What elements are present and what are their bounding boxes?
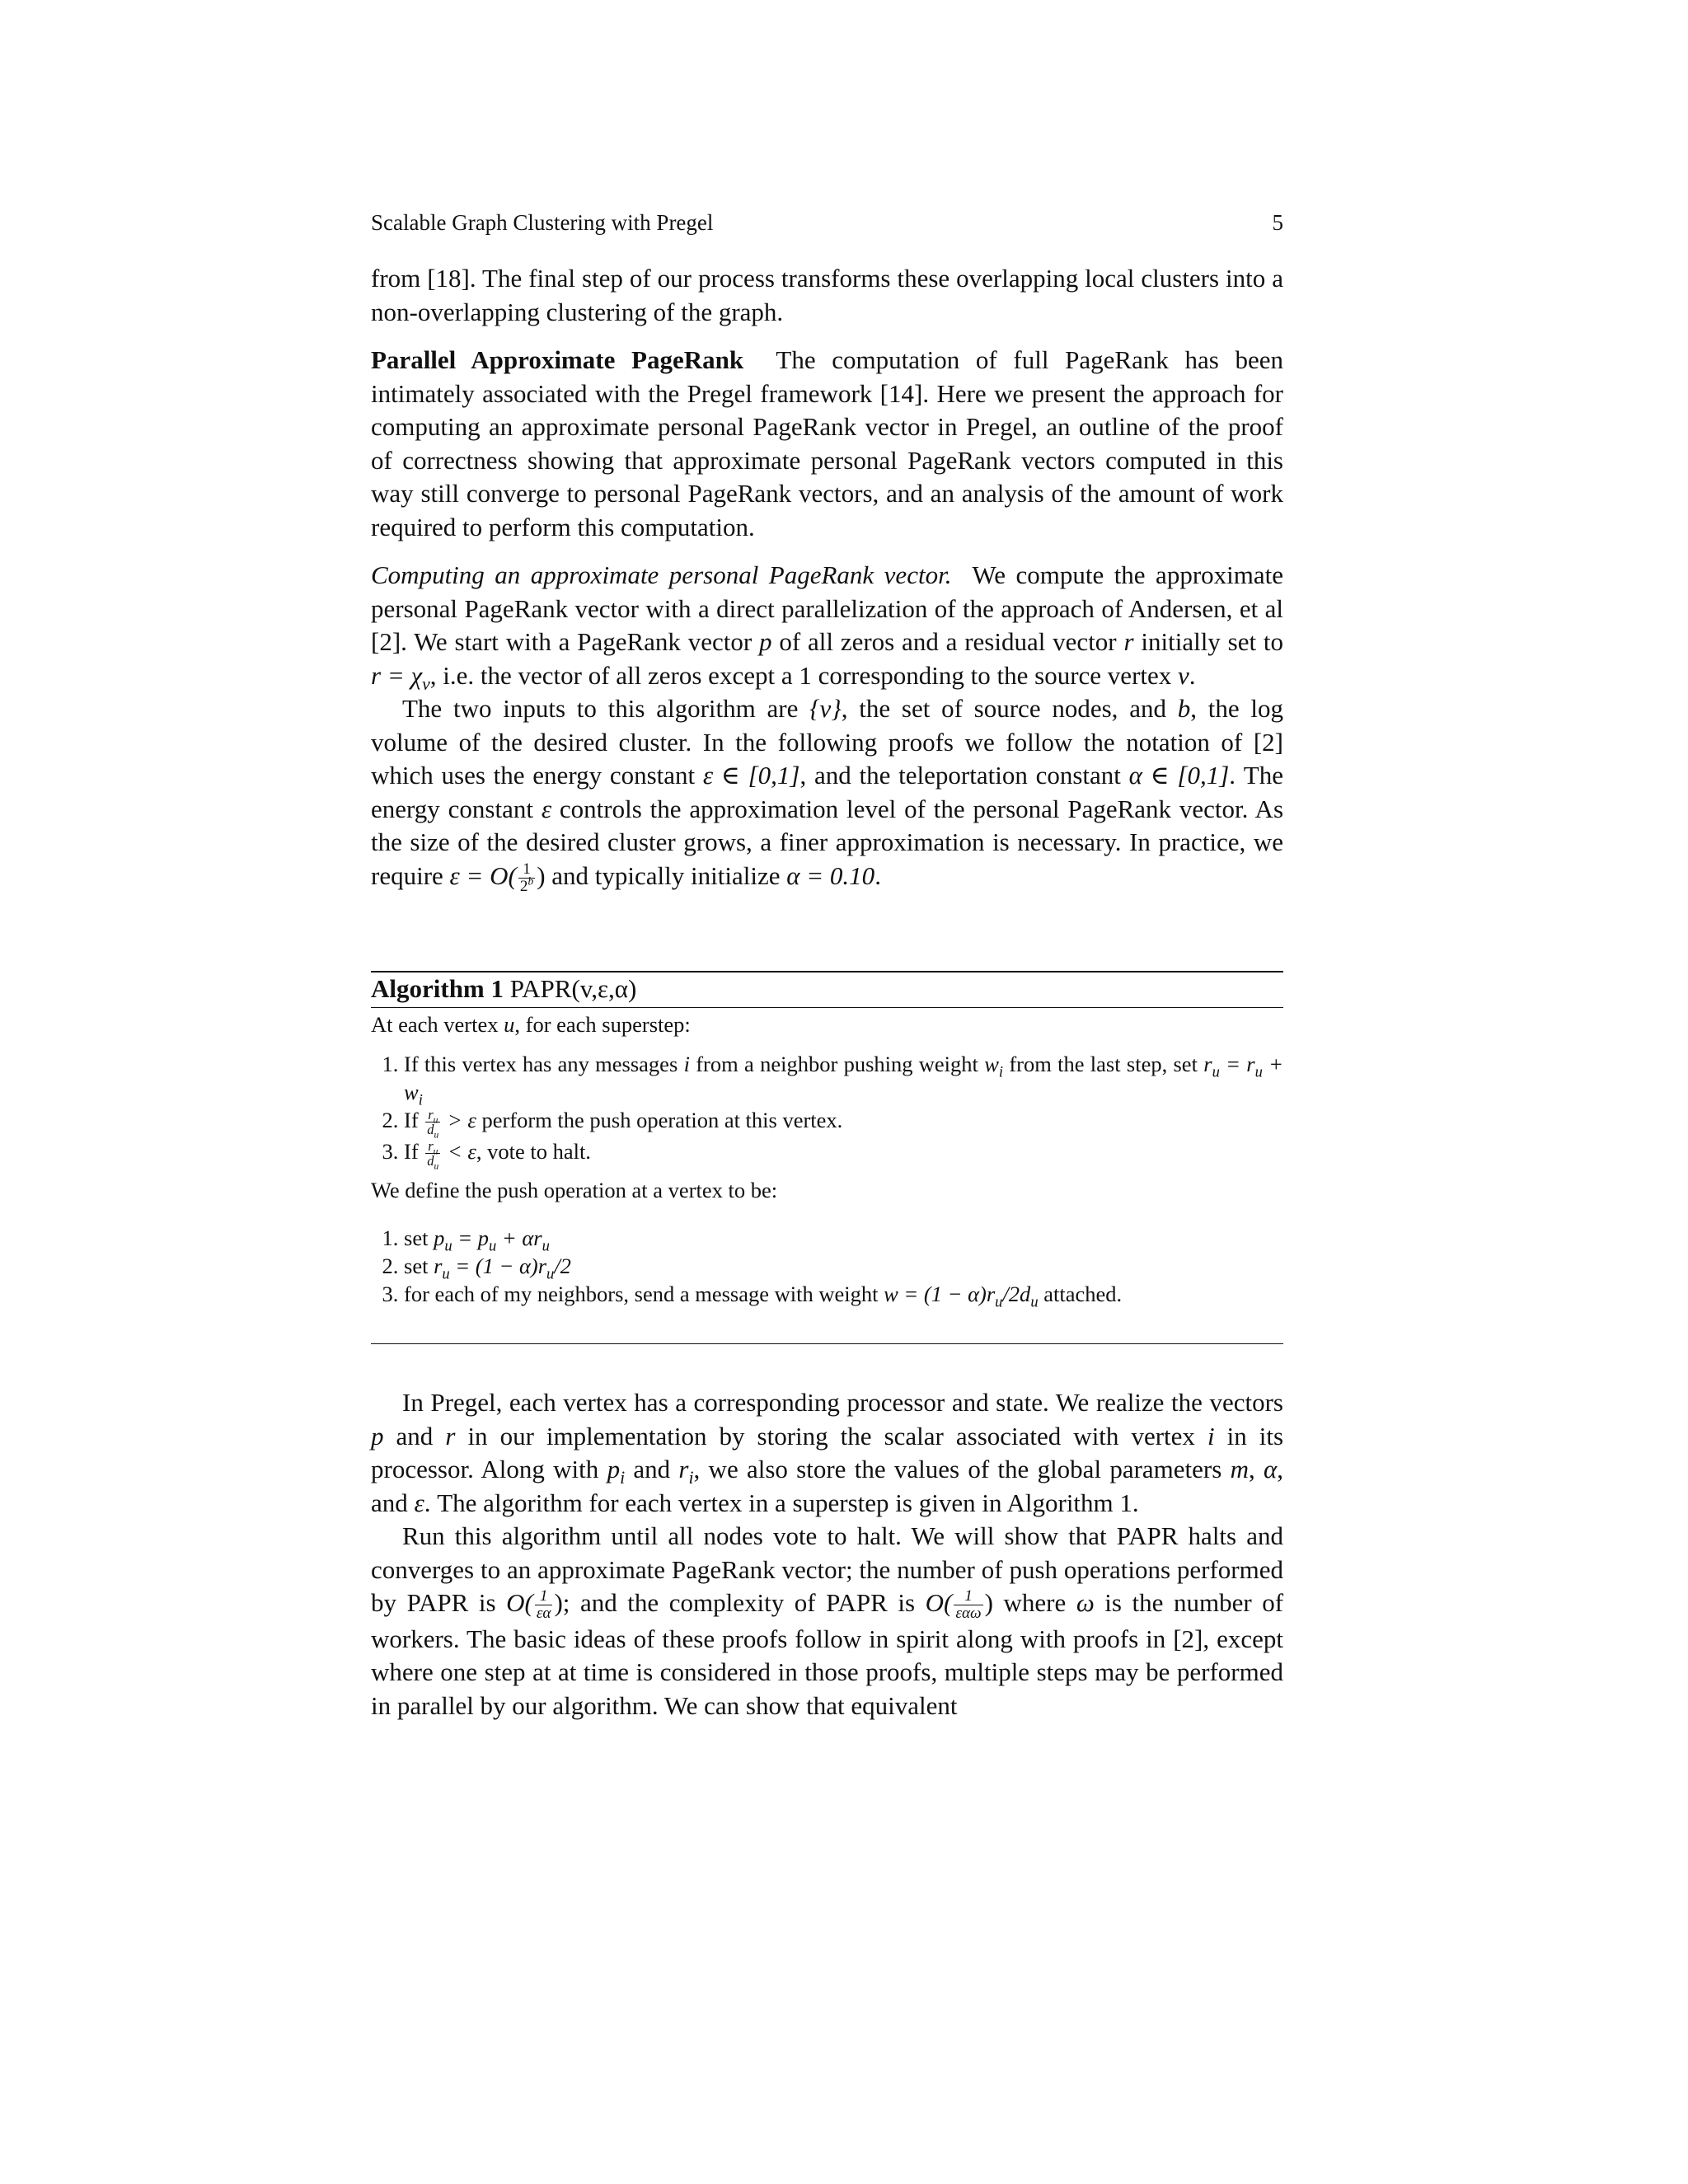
- inputs-paragraph: The two inputs to this algorithm are {v}, the set of source nodes, and b, the log volume of the desired cluster. In the following proofs we follow the notation of [2] which uses the energy constant ε ∈ [0,1], and the teleportation constant α ∈ [0,1]. The energy constant ε controls the approximation level of the personal PageRank vector. As the size of the desired cluster grows, a finer approximation is necessary. In practice, we require ε = O( $\frac{1}{2^b}$ ) and typically initialize α = 0.10.: [371, 694, 1284, 895]
- algorithm-name: PAPR(v,ε,α): [509, 974, 637, 1003]
- papr-paragraph: [371, 344, 1283, 544]
- algorithm-intro: At each vertex u, for each superstep:: [371, 1012, 691, 1037]
- algorithm-title-rule: [371, 1007, 1283, 1008]
- computing-heading: Computing an approximate personal PageRank vector.: [371, 560, 952, 589]
- intro-paragraph: from [18]. The final step of our process transforms these overlapping local clusters into a non-overlapping clustering of the graph.: [371, 264, 1283, 326]
- algorithm-steps: [371, 1050, 1284, 1172]
- running-header: [371, 208, 1283, 237]
- fraction-one-over-two-b: $\frac{1}{2^b}$: [519, 860, 534, 895]
- algorithm-step-1: 1. If this vertex has any messages i from a neighbor pushing weight $w_i$ from the last step, set $r_u = r_u + w_i$: [404, 1050, 1283, 1106]
- upper-body: [371, 262, 1283, 895]
- papr-body: The computation of full PageRank has been intimately associated with the Pregel framework [14]. Here we present the approach for computing an approximate personal PageRank vector in Pregel, an outline of the proof of correctness showing that approximate personal PageRank vectors computed in this way still converge to personal PageRank vectors, and an analysis of the amount of work required to perform this computation.: [371, 345, 1284, 541]
- push-steps: [371, 1224, 1283, 1311]
- computing-paragraph: Computing an approximate personal PageRank vector. We compute the approximate personal PageRank vector with a direct parallelization of the approach of Andersen, et al [2]. We start with a PageRank vector p of all zeros and a residual vector r initially set to $r = \chi_v$, i.e. the vector of all zeros except a 1 corresponding to the source vertex v.: [371, 560, 1284, 694]
- push-step-1: 1. set $p_u = p_u + \alpha r_u$: [404, 1224, 1283, 1252]
- running-title: Scalable Graph Clustering with Pregel: [371, 210, 714, 235]
- pregel-paragraph: In Pregel, each vertex has a corresponding processor and state. We realize the vectors p and r in our implementation by storing the scalar associated with vertex i in its processor. Along with $p_i$ and $r_i$, we also store the values of the global parameters m, α, and ε. The algorithm for each vertex in a superstep is given in Algorithm 1.: [371, 1388, 1284, 1517]
- algorithm-label: Algorithm 1: [371, 974, 504, 1003]
- algorithm-step-2: 2. If $\frac{r_u}{d_u}$ > ε perform the push operation at this vertex.: [404, 1106, 1283, 1137]
- papr-heading: Parallel Approximate PageRank: [371, 345, 744, 374]
- push-intro: We define the push operation at a vertex to be:: [371, 1178, 778, 1203]
- run-paragraph: Run this algorithm until all nodes vote to halt. We will show that PAPR halts and converges to an approximate PageRank vector; the number of push operations performed by PAPR is O( $\frac{1}{\varepsilon\alpha}$ ); and the complexity of PAPR is O( $\frac{1}{\text{εαω}}$ ) where ω is the number of workers. The basic ideas of these proofs follow in spirit along with proofs in [2], except where one step at at time is considered in those proofs, multiple steps may be performed in parallel by our algorithm. We can show that equivalent: [371, 1521, 1284, 1720]
- push-step-2: 2. set $r_u = (1 - \alpha)r_u/2$: [404, 1252, 1283, 1280]
- algorithm-header: [371, 972, 1283, 1005]
- algorithm-step-3: 3. If $\frac{r_u}{d_u}$ < ε, vote to halt.: [404, 1137, 1283, 1169]
- lower-body: [371, 1386, 1283, 1722]
- fraction-one-over-eps-alpha-omega: $\frac{1}{\text{εαω}}$: [955, 1587, 982, 1623]
- algorithm-body: [371, 1010, 1284, 1311]
- push-step-3: 3. for each of my neighbors, send a message with weight $w = (1 - \alpha)r_u/2d_u$ attached.: [404, 1280, 1283, 1308]
- fraction-ru-over-du: $\frac{r_u}{d_u}$: [427, 1137, 439, 1172]
- algorithm-bottom-rule: [371, 1343, 1283, 1344]
- fraction-one-over-eps-alpha: $\frac{1}{\varepsilon\alpha}$: [536, 1587, 551, 1623]
- fraction-ru-over-du: $\frac{r_u}{d_u}$: [427, 1107, 439, 1141]
- page-number: 5: [1272, 210, 1283, 235]
